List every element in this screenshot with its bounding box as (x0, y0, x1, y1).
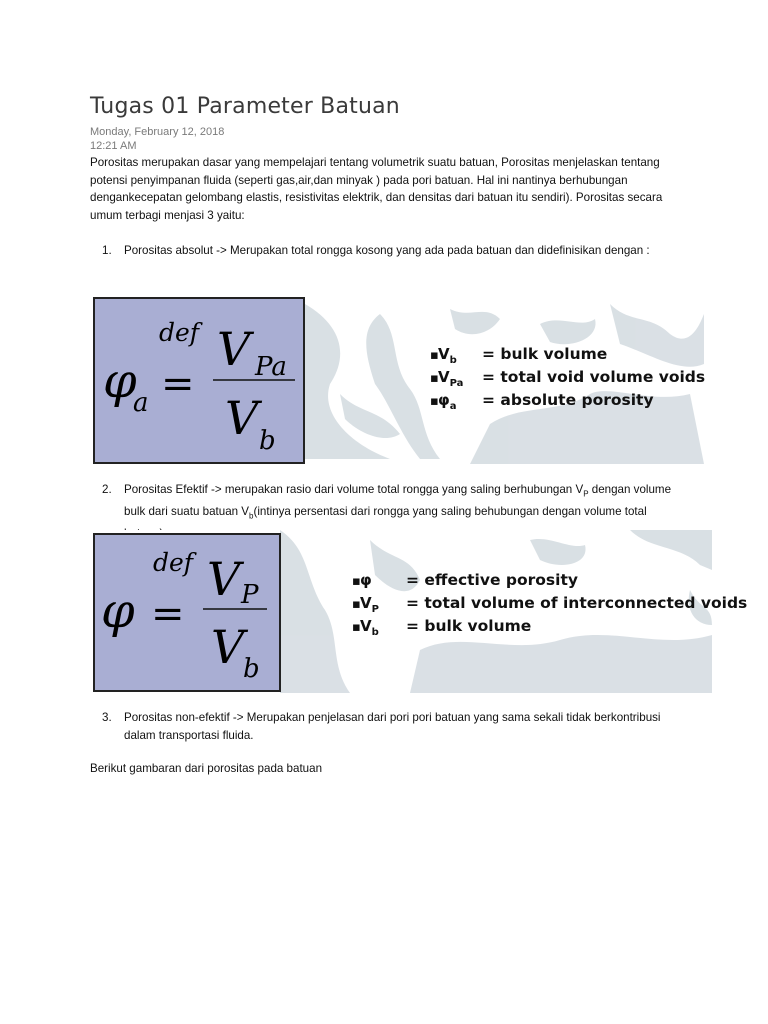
formula-box (93, 297, 305, 464)
legend-row: $▪V_b$ = bulk volume (430, 345, 608, 366)
svg-text:φ: φ (103, 353, 137, 409)
svg-text:def: def (153, 548, 194, 577)
legend-row: ▪φ = effective porosity (352, 571, 578, 589)
svg-text:Pa: Pa (255, 352, 287, 382)
page-title: Tugas 01 Parameter Batuan (90, 94, 400, 119)
list-number: 1. (102, 244, 112, 257)
legend-row: $▪V_P$ = total volume of interconnected voids (352, 594, 748, 615)
svg-text:b: b (243, 654, 260, 684)
legend-row: $▪V_{Pa}$ = total void volume voids (430, 368, 706, 389)
list-item-non-effective (102, 709, 680, 744)
legend-absolute (430, 344, 705, 413)
legend-row: $▪V_b$ = bulk volume (352, 617, 532, 638)
svg-text:φ: φ (101, 583, 135, 639)
svg-text:=: = (161, 361, 195, 407)
list-item-absolute (102, 242, 680, 260)
effective-porosity-figure (90, 530, 748, 693)
formula-box (93, 533, 281, 692)
list-number: 2. (102, 483, 112, 496)
svg-text:V: V (207, 552, 241, 606)
svg-text:P: P (241, 580, 259, 610)
list-text: Porositas Efektif -> merupakan rasio dari volume total rongga yang saling berhubungan $V_P$ dengan volume bulk dari suatu batuan $V_b(intinya$ persentasi dari rongga yang saling behubungan dengan volume total (124, 483, 672, 521)
list-text: Porositas non-efektif -> Merupakan penjelasan dari pori pori batuan yang sama sekali tidak berkontribusi dalam transportasi fluida. (124, 711, 661, 742)
svg-text:=: = (151, 591, 185, 637)
page-time: 12:21 AM (90, 140, 137, 152)
absolute-porosity-figure (90, 294, 704, 464)
page-date: Monday, February 12, 2018 (90, 126, 225, 138)
effective-porosity-formula (95, 535, 279, 690)
legend-effective (352, 570, 747, 639)
svg-text:a: a (133, 388, 149, 418)
svg-text:def: def (159, 318, 200, 347)
svg-text:V: V (211, 620, 245, 674)
list-number: 3. (102, 711, 112, 724)
intro-paragraph: Porositas merupakan dasar yang mempelajari tentang volumetrik suatu batuan, Porositas menjelaskan tentang potensi penyimpanan fluida (seperti gas,air,dan minyak ) pada pori batuan. Hal ini nantinya berhubungan dengankecepatan gelombang elastis, resistivitas elektrik, dan densitas dari batuan itu sendiri). Porositas secara umum terbagi menjasi 3 yaitu: (90, 156, 663, 222)
closing-line: Berikut gambaran dari porositas pada batuan (90, 762, 323, 775)
svg-text:V: V (217, 322, 251, 376)
legend-row: $▪\varphi_a$ = absolute porosity (430, 391, 654, 412)
svg-text:V: V (225, 391, 259, 445)
list-text: Porositas absolut -> Merupakan total rongga kosong yang ada pada batuan dan didefinisikan dengan : (124, 244, 650, 257)
absolute-porosity-formula (95, 299, 303, 462)
svg-text:b: b (259, 426, 276, 456)
